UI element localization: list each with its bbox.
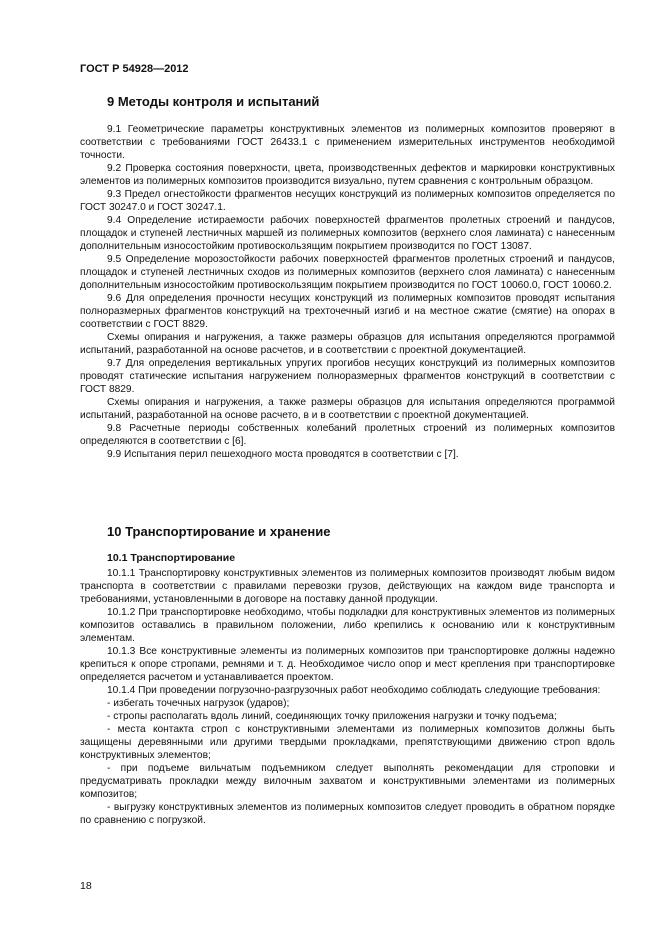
paragraph: 9.1 Геометрические параметры конструктивных элементов из полимерных композитов проверяют в соответствии с требованиями ГОСТ 26433.1 с применением измерительных инструментов необходимой точности. — [80, 124, 615, 161]
paragraph: 9.9 Испытания перил пешеходного моста проводятся в соответствии с [7]. — [107, 449, 459, 460]
list-item: - при подъеме вильчатым подъемником следует выполнять рекомендации для строповки и предусматривать прокладки между вилочным захватом и конструктивными элементами из полимерных композитов; — [80, 763, 615, 800]
subsection-10-1-heading: 10.1 Транспортирование — [107, 552, 236, 564]
section-10-heading: 10 Транспортирование и хранение — [107, 524, 331, 539]
paragraph: 9.3 Предел огнестойкости фрагментов несущих конструкций из полимерных композитов определяется по ГОСТ 30247.0 и ГОСТ 30247.1. — [80, 189, 615, 213]
paragraph: 10.1.2 При транспортировке необходимо, чтобы подкладки для конструктивных элементов из полимерных композитов оставались в правильном положении, либо крепились к основанию или к конструктивным элементам. — [80, 607, 615, 644]
paragraph: 9.6 Для определения прочности несущих конструкций из полимерных композитов проводят испытания полноразмерных фрагментов конструкций на трехточечный изгиб и на местное сжатие (смятие) на опорах в соответствии с ГОСТ 8829. — [80, 293, 615, 330]
document-header: ГОСТ Р 54928—2012 — [80, 63, 189, 75]
paragraph: 9.4 Определение истираемости рабочих поверхностей фрагментов пролетных строений и пандусов, площадок и ступеней лестничных маршей из полимерных композитов (верхнего слоя ламината) с нанесенным дополнительным износостойким противоскользящим покрытием производится по ГОСТ 13087. — [80, 215, 615, 252]
paragraph: 9.8 Расчетные периоды собственных колебаний пролетных строений из полимерных композитов определяются в соответствии с [6]. — [80, 423, 615, 447]
list-item: - выгрузку конструктивных элементов из полимерных композитов следует проводить в обратном порядке по сравнению с погрузкой. — [80, 802, 615, 826]
paragraph: 9.5 Определение морозостойкости рабочих поверхностей фрагментов пролетных строений и пандусов, площадок и ступеней лестничных сходов из полимерных композитов (верхнего слоя ламината) с нанесенным дополнительным износостойким противоскользящим покрытием производится по ГОСТ 10060.0, ГОСТ 10060.2. — [80, 254, 615, 291]
paragraph: Схемы опирания и нагружения, а также размеры образцов для испытания определяются программой испытаний, разработанной на основе расчетов, и в соответствии с проектной документацией. — [80, 332, 615, 356]
paragraph: 9.7 Для определения вертикальных упругих прогибов несущих конструкций из полимерных композитов проводят статические испытания нагружением полноразмерных фрагментов конструкций в соответствии с ГОСТ 8829. — [80, 358, 615, 395]
section-10-body — [80, 567, 615, 827]
paragraph: 10.1.1 Транспортировку конструктивных элементов из полимерных композитов производят любым видом транспорта в соответствии с правилами перевозки грузов, действующих на каждом виде транспорта и требованиями, установленными в договоре на поставку данной продукции. — [80, 568, 615, 605]
list-item: - места контакта строп с конструктивными элементами из полимерных композитов должны быть защищены деревянными или другими твердыми прокладками, препятствующими движению строп вдоль конструктивных элементов; — [80, 724, 615, 761]
section-9-heading: 9 Методы контроля и испытаний — [107, 94, 320, 109]
list-item: - стропы располагать вдоль линий, соединяющих точку приложения нагрузки и точку подъема; — [107, 711, 557, 722]
list-item: - избегать точечных нагрузок (ударов); — [107, 698, 290, 709]
paragraph: Схемы опирания и нагружения, а также размеры образцов для испытания определяются программой испытаний, разработанной на основе расчето, в и в соответствии с проектной документацией. — [80, 397, 615, 421]
paragraph: 10.1.3 Все конструктивные элементы из полимерных композитов при транспортировке должны надежно крепиться к опоре стропами, ремнями и т. д. Необходимое число опор и мест крепления при транспортировке определяется расчетом и устанавливается проектом. — [80, 646, 615, 683]
paragraph: 9.2 Проверка состояния поверхности, цвета, производственных дефектов и маркировки конструктивных элементов из полимерных композитов производится визуально, путем сравнения с контрольным образцом. — [80, 163, 615, 187]
paragraph: 10.1.4 При проведении погрузочно-разгрузочных работ необходимо соблюдать следующие требования: — [107, 685, 601, 696]
page-number: 18 — [80, 880, 92, 892]
section-9-body — [80, 123, 615, 461]
